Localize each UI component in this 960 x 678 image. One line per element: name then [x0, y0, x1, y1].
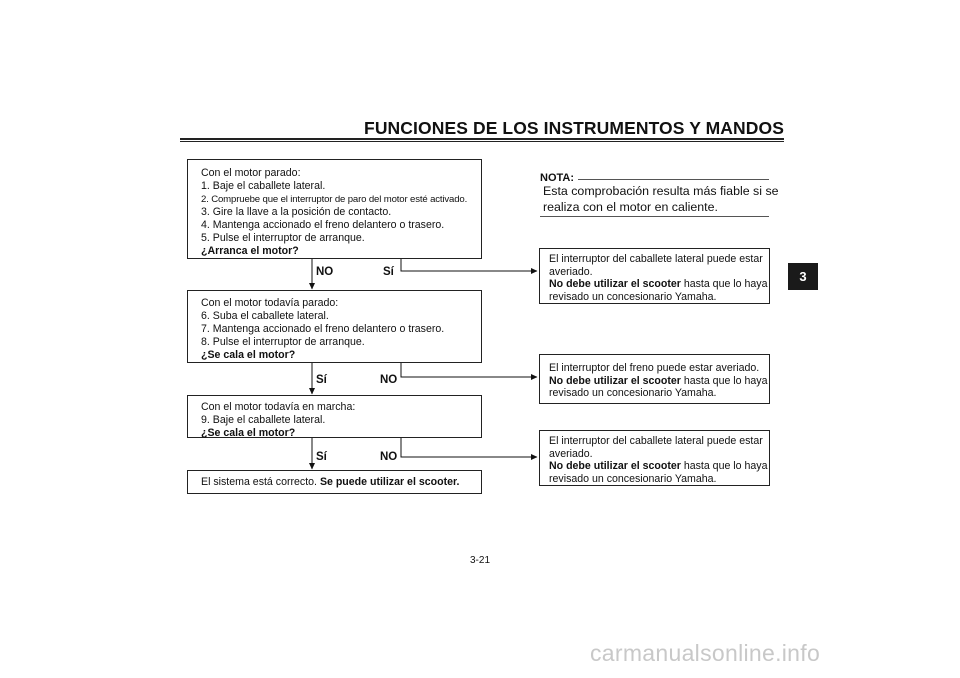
result1-tail: hasta que lo haya	[683, 278, 768, 291]
result1-line: El interruptor del caballete lateral puede estar	[549, 253, 763, 265]
result1-last: revisado un concesionario Yamaha.	[549, 290, 717, 303]
ok-text-bold: Se puede utilizar el scooter.	[319, 476, 460, 488]
branch2-right-label: NO	[380, 374, 398, 386]
step-box-2	[187, 290, 482, 363]
ok-text: El sistema está correcto.	[201, 476, 317, 488]
box1-question: ¿Arranca el motor?	[201, 245, 299, 257]
nota-bottom-rule	[540, 216, 769, 217]
result3-warning: No debe utilizar el scooter	[549, 460, 681, 473]
chapter-tab[interactable]: 3	[788, 263, 818, 290]
branch3-right-label: NO	[380, 451, 398, 463]
result2-tail: hasta que lo haya	[683, 374, 768, 387]
result2-line: El interruptor del freno puede estar averiado.	[549, 362, 760, 374]
box2-line: Con el motor todavía parado:	[201, 297, 339, 309]
result-box-1	[539, 248, 770, 304]
result3-line: El interruptor del caballete lateral puede estar	[549, 435, 763, 447]
result2-last: revisado un concesionario Yamaha.	[549, 387, 717, 400]
branch2-down-label: Sí	[316, 374, 327, 386]
box1-line: 5. Pulse el interruptor de arranque.	[201, 232, 365, 244]
nota-line: realiza con el motor en caliente.	[543, 199, 718, 214]
result3-last: revisado un concesionario Yamaha.	[549, 472, 717, 485]
nota-heading: NOTA:	[540, 172, 575, 184]
box3-question: ¿Se cala el motor?	[201, 427, 296, 439]
result2-warning: No debe utilizar el scooter	[549, 374, 681, 387]
page-title: FUNCIONES DE LOS INSTRUMENTOS Y MANDOS	[364, 118, 784, 138]
result-box-2	[539, 354, 770, 404]
nota-text	[543, 184, 779, 215]
result1-warning: No debe utilizar el scooter	[549, 278, 681, 291]
branch1-down-label: NO	[316, 266, 334, 278]
result1-line: averiado.	[549, 265, 593, 278]
box3-line: 9. Baje el caballete lateral.	[201, 414, 326, 426]
arrow-branch1-to-result1	[401, 258, 537, 271]
step-box-result-ok	[187, 470, 482, 494]
box2-question: ¿Se cala el motor?	[201, 349, 296, 361]
arrow-branch3-to-result3	[401, 437, 537, 457]
box2-line: 6. Suba el caballete lateral.	[201, 310, 329, 322]
arrow-branch2-to-result2	[401, 362, 537, 377]
box3-line: Con el motor todavía en marcha:	[201, 401, 356, 413]
watermark: carmanualsonline.info	[590, 640, 821, 666]
branch1-right-label: Sí	[383, 266, 394, 278]
result-box-3	[539, 430, 770, 486]
result3-line: averiado.	[549, 447, 593, 460]
box1-line: Con el motor parado:	[201, 167, 301, 179]
branch3-down-label: Sí	[316, 451, 327, 463]
box1-line: 4. Mantenga accionado el freno delantero o trasero.	[201, 219, 445, 231]
step-box-3	[187, 395, 482, 438]
page-number: 3-21	[469, 555, 490, 566]
box1-line: 3. Gire la llave a la posición de contacto.	[201, 206, 392, 218]
box1-line: 2. Compruebe que el interruptor de paro del motor esté activado.	[201, 194, 468, 205]
nota-line: Esta comprobación resulta más fiable si se	[543, 184, 779, 198]
step-box-1	[187, 159, 482, 259]
box1-line: 1. Baje el caballete lateral.	[201, 180, 326, 192]
box2-line: 8. Pulse el interruptor de arranque.	[201, 336, 365, 348]
nota-rule	[578, 179, 769, 180]
result3-tail: hasta que lo haya	[683, 460, 768, 473]
box2-line: 7. Mantenga accionado el freno delantero o trasero.	[201, 323, 445, 335]
